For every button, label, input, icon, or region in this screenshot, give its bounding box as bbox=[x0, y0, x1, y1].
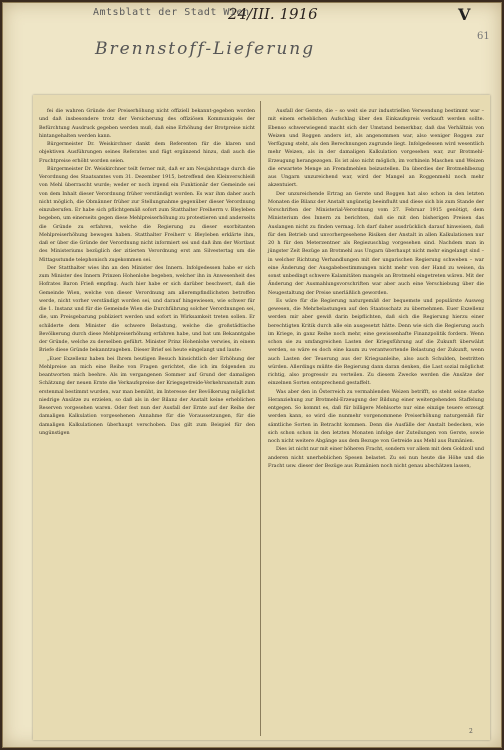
handwritten-title: Brennstoff-Lieferung bbox=[95, 39, 316, 59]
masthead-stamp bbox=[93, 7, 250, 18]
right-text-column bbox=[268, 107, 484, 470]
archive-backing-sheet bbox=[2, 2, 502, 748]
page-mark: 2 bbox=[469, 728, 473, 735]
archive-number: 61 bbox=[477, 31, 490, 42]
paragraph: Der unzureichende Ertrag an Gerste und Roggen hat also schon in den letzten Monaten die Bilanz der Anstalt ungünstig beeinflußt und diese sich bis zum Stande der Vorschriften der Ministerial-Verordnung vom 27. Februar 1915 genötigt, dem Ministerium des Innern zu berichten, daß sie mit den bisherigen Preisen das Auslangen nicht zu finden vermag. Ich darf daher ausdrücklich darauf hinweisen, daß für den Betrieb und unvorhergesehene Risiken der Anstalt in allen Kalkulationen nur 20 h für den Meterzentner als Regiezuschlag vorgesehen sind. Nachdem man in jüngster Zeit Bezüge an Brotmehl aus Ungarn überhaupt nicht mehr eingelangt sind – in welcher Richtung Verhandlungen mit der ungarischen Regierung schweben – war eine Änderung der Ausgabebestimmungen nicht mehr von der Hand zu weisen, da sonst unbedingt schwere Kalamitäten mangels an Brotmehl eingetreten wären. Mit der Änderung der Ausmahlungsvorschriften war aber auch eine Verschiebung über die Neugestaltung der Preise unerläßlich geworden. bbox=[268, 190, 484, 296]
paragraph: Was aber den in Österreich zu vermahlenden Weizen betrifft, so steht seine starke Heranziehung zur Brotmehl-Erzeugung der Bildung einer weitergehenden Staffelung entgegen. So kommt es, daß für billigere Mehlsorte nur eine einzige teuere erzeugt werden kann, so wird die nunmehr vorgenommene Preiserhöhung naturgemäß für sämtliche Sorten in Betracht kommen. Denn die Ausfälle der Anstalt bedecken, wie sich schon schon in den letzten Monaten infolge der Zuteilungen von Gerste, sowie noch nicht weitere Abgänge aus dem Bezuge von Getreide aus Mehl aus Rumänien. bbox=[268, 388, 484, 444]
left-text-column bbox=[39, 107, 255, 437]
masthead-text: Amtsblatt der Stadt Wien bbox=[93, 7, 250, 18]
paragraph: „Euer Exzellenz haben bei Ihrem heutigen Besuch hinsichtlich der Erhöhung der Mehlpreise an mich eine Reihe von Fragen gerichtet, die ich im folgenden zu beantworten mich beehre. Als im vergangenen Sommer auf Grund der damaligen Schätzung der neuen Ernte die Verkaufspreise der Kriegsgetreide-Verkehrsanstalt zum erstenmal bestimmt wurden, war man bemüht, im Interesse der Bevölkerung möglichst niedrige Ansätze zu erzielen, so daß als in der Bilanz der Anstalt keine erheblichen Reserven vorgesehen waren. Oder fest nun der Ausfall der Ernte auf der Reihe der damaligen Kalkulation vorgesehenen Annahme für die Voraussetzungen, für die damaligen Kalkulationen überhaupt verschoben. Das gilt zum Beispiel für den ungünstigen bbox=[39, 355, 255, 436]
paragraph: Dies ist nicht nur mit einer höheren Fracht, sondern vor allem mit dem Goldzoll und anderen nicht unerheblichen Spesen belastet. Zu sei nun heute die Höhe und die Fracht usw. dieser der Bezüge aus Rumänien noch nicht genau abschätzen lassen, bbox=[268, 446, 484, 469]
paragraph: Bürgermeister Dr. Weiskirchner teilt ferner mit, daß er am Neujahrstage durch die Verordnung des Staatsamtes vom 31. Dezember 1915, betreffend den Kleinverschleiß von Mehl überrascht wurde; weder er noch irgend ein Funktionär der Gemeinde sei von dem Inhalt dieser Verordnung früher verständigt worden. Es war ihm daher auch nicht möglich, die Obmänner früher zur Stellungnahme gegenüber dieser Verordnung einzuberufen. Er habe sich pflichtgemäß sofort zum Statthalter Freiherrn v. Bleyleben begeben, um einerseits gegen diese Mehlpreiserhöhung zu protestieren und anderseits die Gründe zu erfahren, welche die Regierung zu dieser exorbitanten Mehlpreiserhöhung bewogen haben. Statthalter Freiherr v. Bleyleben erklärte ihm, daß er über die Gründe der Verordnung nicht informiert sei und daß ihm der Wortlaut des Ministeriums bezüglich der zitierten Verordnung erst am Silvestertag um die Mittagsstunde telephonisch zugekommen sei. bbox=[39, 165, 255, 263]
roman-numeral-mark: V bbox=[458, 5, 471, 24]
paragraph: Es wäre für die Regierung naturgemäß der bequemste und populärste Ausweg gewesen, die Mehrbelastungen auf den Staatsschatz zu übernehmen. Euer Exzellenz werden mir aber gewiß darin beipflichten, daß sich die Regierung hierzu einer berechtigten Kritik durch alle ein ausgesetzt hätte. Denn wie sich die Regierung auch im Kriege, in ganz Reihe noch mehr, eine gewissenhafte Finanzpolitik fordern. Wenn schon sie zu umfangreichen Lasten der Kriegsführung auf die Zukunft überwälzt werden, so wäre es doch eine kaum zu verantwortende Belastung der Zukunft, wenn auch Lasten der Teuerung aus der Kriegsanleihe, also auch Schulden, bestritten würden. Allerdings müßte die Regierung dann daran denken, die Last sozial möglichst richtig, also progressiv zu verteilen. Zu diesem Zwecke werden die Ansätze der einzelnen Sorten entsprechend gestaffelt. bbox=[268, 297, 484, 387]
column-divider bbox=[260, 101, 261, 736]
newspaper-clipping bbox=[33, 95, 490, 740]
paragraph: Der Statthalter wies ihn an den Minister des Innern. Infolgedessen habe er sich zum Minister des Innern Prinzen Hohenlohe begeben, welcher ihn in Anwesenheit des Hofrates Baron Frieß empfing. Auch hier habe er sich darüber beschwert, daß die Gemeinde Wien, welche von dieser Verordnung am allerempfindlichsten betroffen werde, nicht vorher verständigt worden sei, und darauf hingewiesen, wie schwer für die 1. Instanz und für die Gemeinde Wien die Durchführung solcher Verordnungen sei, die, um Preisgebarung publiziert werden und sofort in Wirksamkeit treten sollen. Er schilderte dem Minister die schwere Belastung, welche die großstädtische Bevölkerung durch diese Mehlpreiserhöhung erfahren habe, und bat um Bekanntgabe der Gründe, welche zu derselben geführt. Minister Prinz Hohenlohe verwies, in einem Briefe diese Gründe bekanntzugeben. Dieser Brief sei heute eingelangt und laute: bbox=[39, 264, 255, 354]
paragraph: Bürgermeister Dr. Weiskirchner dankt dem Referenten für die klaren und objektiven Ausführungen seines Referates und fügt ergänzend hinzu, daß auch die Fruchtpreise erhöht worden seien. bbox=[39, 141, 255, 164]
handwritten-date: 24/III. 1916 bbox=[228, 5, 318, 23]
paragraph: Ausfall der Gerste, die – so weit sie zur industriellen Verwendung bestimmt war – mit einem erheblichen Aufschlag über den Einkaufspreis verkauft werden sollte. Ebenso schwerwiegend macht sich der Umstand bemerkbar, daß das Verhältnis von Weizen und Roggen anders ist, als angenommen war, also weniger Roggen zur Verfügung steht, als den Berechnungen zugrunde liegt. Infolgedessen wird wesentlich mehr Weizen, als in der damaligen Kalkulation vorgesehen war, zur Brotmehl-Erzeugung herangezogen. Es ist also nicht möglich, im vorhinein Maschen und Weizen die erwartete Menge an Fremdmehlen beizustellen. Da überdies der Brotmehlbezug aus Ungarn unzureichend war, wird der Mangel an Roggenmehl noch mehr akzentuiert. bbox=[268, 108, 484, 189]
paragraph: fei die wahren Gründe der Preiserhöhung nicht offiziell bekannt-gegeben worden und daß insbesondere trotz der Versicherung des offiziösen Kommuniqués der Befürchtung Ausdruck gegeben werden muß, daß eine Erhöhung der Brotpreise nicht hintangehalten werden kann. bbox=[39, 108, 255, 139]
